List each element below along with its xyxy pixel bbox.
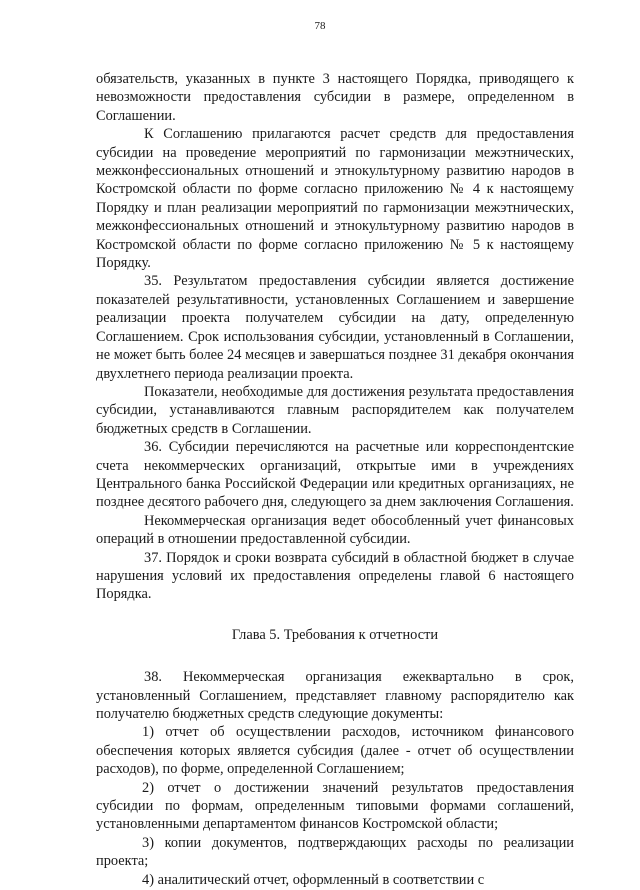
paragraph-separate-accounting: Некоммерческая организация ведет обособленный учет финансовых операций в отношении предоставленной субсидии. — [96, 512, 574, 548]
paragraph-indicators: Показатели, необходимые для достижения результата предоставления субсидии, устанавливаются главным распорядителем как получателем бюджетных средств в Соглашении. — [96, 383, 574, 437]
paragraph-item-35: 35. Результатом предоставления субсидии является достижение показателей результативности, установленных Соглашением и завершение реализации проекта получателем субсидии на дату, определенную Соглашением. Срок использования субсидии, установленный в Соглашении, не может быть более 24 месяцев и завершаться позднее 31 декабря окончания двухлетнего периода реализации проекта. — [96, 273, 574, 382]
paragraph-continuation: обязательств, указанных в пункте 3 настоящего Порядка, приводящего к невозможности предоставления субсидии в размере, определенном в Соглашении. — [96, 71, 574, 124]
list-item-4: 4) аналитический отчет, оформленный в соответствии с — [142, 871, 485, 888]
paragraph-item-36: 36. Субсидии перечисляются на расчетные или корреспондентские счета некоммерческих организаций, открытые ими в учреждениях Центрального банка Российской Федерации или кредитных организациях, не позднее десятого рабочего дня, следующего за днем заключения Соглашения. — [96, 439, 574, 511]
page-number: 78 — [314, 20, 326, 32]
paragraph-item-38: 38. Некоммерческая организация ежеквартально в срок, установленный Соглашением, представляет главному распорядителю как получателю бюджетных средств следующие документы: — [96, 669, 574, 722]
list-item-2: 2) отчет о достижении значений результатов предоставления субсидии по формам, определенным типовыми формами соглашений, установленными департаментом финансов Костромской области; — [96, 779, 574, 833]
list-item-1: 1) отчет об осуществлении расходов, источником финансового обеспечения которых является субсидия (далее - отчет об осуществлении расходов), по форме, определенной Соглашением; — [96, 724, 574, 778]
chapter-heading: Глава 5. Требования к отчетности — [231, 626, 439, 643]
paragraph-item-37: 37. Порядок и сроки возврата субсидий в областной бюджет в случае нарушения условий их предоставления определены главой 6 настоящего Порядка. — [96, 549, 574, 603]
paragraph-agreement-attachments: К Соглашению прилагаются расчет средств для предоставления субсидии на проведение мероприятий по гармонизации межэтнических, межконфессиональных отношений и этнокультурному развитию народов в Костромской области по форме согласно приложению № 4 к настоящему Порядку и план реализации мероприятий по гармонизации межэтнических, межконфессиональных отношений и этнокультурному развитию народов в Костромской области по форме согласно приложению № 5 к настоящему Порядку. — [96, 126, 574, 272]
list-item-3: 3) копии документов, подтверждающих расходы по реализации проекта; — [96, 834, 574, 870]
document-body — [96, 70, 574, 889]
